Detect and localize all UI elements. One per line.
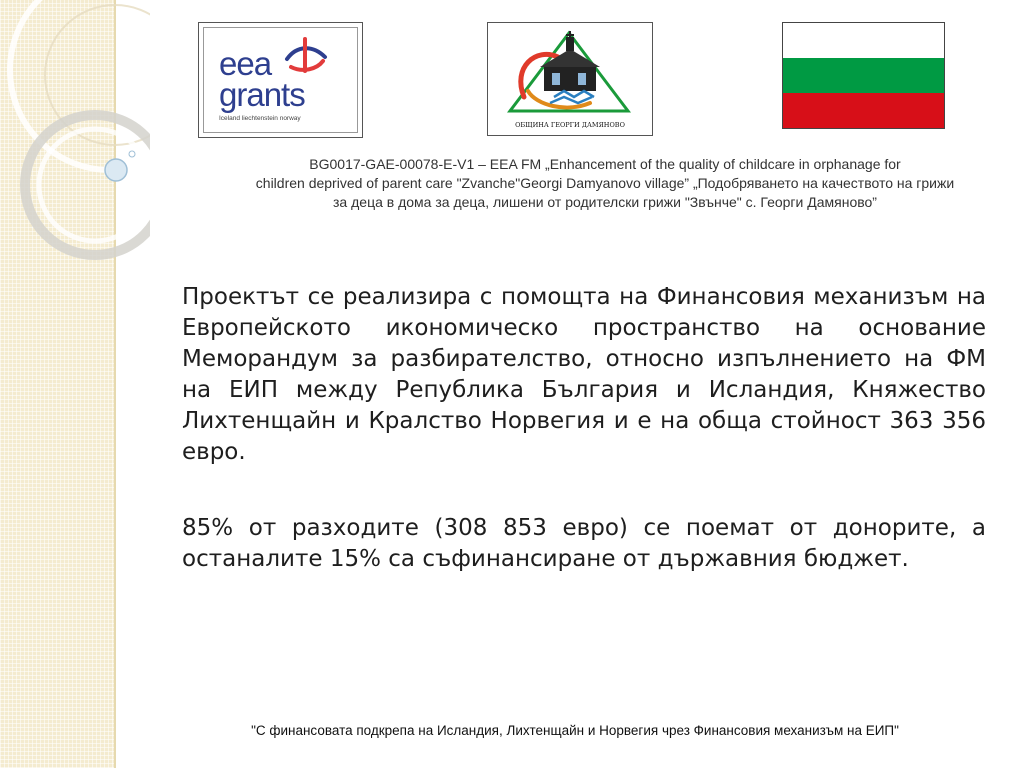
decorative-circles [0,0,150,300]
eea-grants-logo [198,22,363,138]
flag-band-white [783,23,944,58]
footer-acknowledgement: "С финансовата подкрепа на Исландия, Лихтенщайн и Норвегия чрез Финансовия механизъм на ЕИП" [251,723,899,738]
municipality-emblem-icon [506,27,632,119]
flag-band-red [783,93,944,128]
bulgarian-flag [782,22,945,129]
flag-band-green [783,58,944,93]
eea-swirl-icon [283,37,329,77]
eea-logo-word-grants: grants [219,76,305,113]
municipality-caption: ОБЩИНА ГЕОРГИ ДАМЯНОВО [515,121,625,129]
project-title: BG0017-GAE-00078-E-V1 – EEA FM „Enhancement of the quality of childcare in orphanage for children deprived of parent care "Zvanche"Georgi Damyanovo village” „Подобряването на качеството на грижи за деца в дома за деца, лишени от родителски грижи "Звънче" с. Георги Дамяново” [255,156,955,210]
cofinancing-paragraph: 85% от разходите (308 853 евро) се поемат от донорите, а останалите 15% са съфинансиране от държавния бюджет. [182,515,986,572]
municipality-logo [487,22,653,136]
eea-logo-word-eea: eea [219,45,272,82]
funding-paragraph: Проектът се реализира с помощта на Финансовия механизъм на Европейското икономическо пространство на основание Меморандум за разбирателство, относно изпълнението на ФМ на ЕИП между Република България и Исландия, Княжество Лихтенщайн и Кралство Норвегия и е на обща стойност 363 356 евро. [182,284,986,465]
eea-logo-subtitle: Iceland liechtenstein norway [219,115,301,122]
